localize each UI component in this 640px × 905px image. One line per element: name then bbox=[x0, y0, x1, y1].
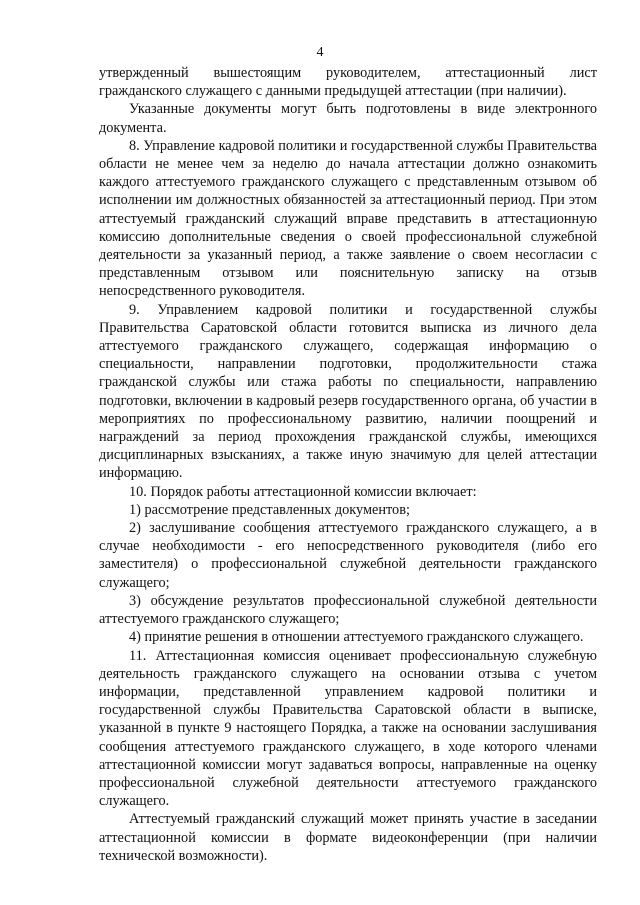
paragraph-item-10: 10. Порядок работы аттестационной комиссии включает: bbox=[129, 483, 477, 500]
paragraph-item-10-2: 2) заслушивание сообщения аттестуемого гражданского служащего, а в случае необходимости - его непосредственного руководителя (либо его заместителя) о профессиональной служебной деятельности гражданского служащего; bbox=[99, 520, 597, 591]
paragraph-item-9: 9. Управлением кадровой политики и государственной службы Правительства Саратовской области готовится выписка из личного дела аттестуемого гражданского служащего, содержащая информацию о специальности, направлении подготовки, продолжительности стажа гражданской службы или стажа работы по специальности, направлению подготовки, включении в кадровый резерв государственного органа, об участии в мероприятиях по профессиональному развитию, наличии поощрений и награждений за период прохождения гражданской службы, имеющихся дисциплинарных взысканиях, а также иную значимую для целей аттестации информацию. bbox=[99, 301, 597, 482]
paragraph-item-10-3: 3) обсуждение результатов профессиональной служебной деятельности аттестуемого гражданского служащего; bbox=[99, 592, 597, 628]
page-number: 4 bbox=[316, 45, 324, 60]
paragraph-attestation-list: утвержденный вышестоящим руководителем, аттестационный лист гражданского служащего с данными предыдущей аттестации (при наличии). bbox=[99, 65, 597, 100]
paragraph-item-10-1: 1) рассмотрение представленных документов; bbox=[129, 501, 410, 518]
document-body bbox=[99, 64, 597, 865]
paragraph-item-8: 8. Управление кадровой политики и государственной службы Правительства области не менее чем за неделю до начала аттестации должно ознакомить каждого аттестуемого гражданского служащего с представленным отзывом об исполнении им должностных обязанностей за аттестационный период. При этом аттестуемый гражданский служащий вправе представить в аттестационную комиссию дополнительные сведения о своей профессиональной служебной деятельности за указанный период, а также заявление о своем несогласии с представленным отзывом или пояснительную записку на отзыв непосредственного руководителя. bbox=[99, 137, 597, 300]
paragraph-item-11: 11. Аттестационная комиссия оценивает профессиональную служебную деятельность гражданского служащего на основании отзыва с учетом информации, представленной управлением кадровой политики и государственной службы Правительства Саратовской области в выписке, указанной в пункте 9 настоящего Порядка, а также на основании заслушивания сообщения аттестуемого гражданского служащего, в ходе которого членами аттестационной комиссии могут задаваться вопросы, направленные на оценку профессиональной служебной деятельности аттестуемого гражданского служащего. bbox=[99, 647, 597, 810]
paragraph-electronic-format: Указанные документы могут быть подготовлены в виде электронного документа. bbox=[99, 101, 597, 136]
paragraph-item-10-4: 4) принятие решения в отношении аттестуемого гражданского служащего. bbox=[129, 629, 584, 646]
paragraph-videoconference: Аттестуемый гражданский служащий может принять участие в заседании аттестационной комиссии в формате видеоконференции (при наличии технической возможности). bbox=[99, 811, 597, 864]
